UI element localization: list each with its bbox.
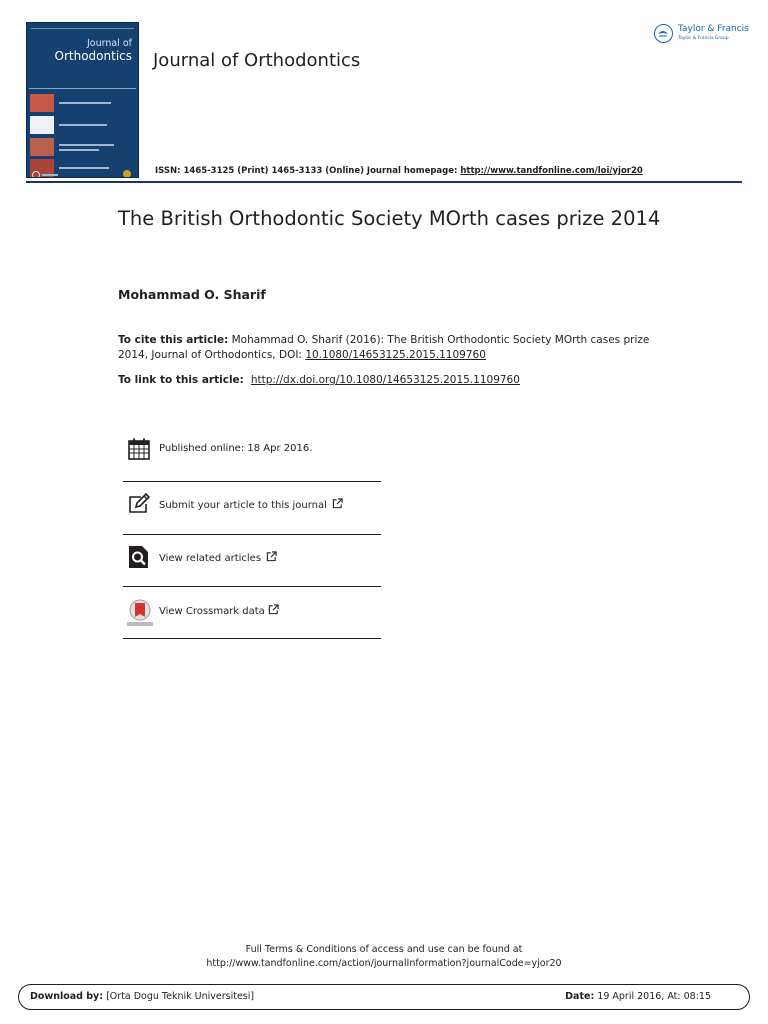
- publisher-logo: [653, 22, 749, 48]
- crossmark-text: View Crossmark data: [159, 606, 265, 617]
- submit-article-label: [159, 498, 343, 512]
- date-value: 19 April 2016, At: 08:15: [594, 991, 711, 1002]
- list-divider: [123, 534, 381, 535]
- download-value: [Orta Dogu Teknik Universitesi]: [103, 991, 255, 1002]
- terms-url[interactable]: http://www.tandfonline.com/action/journalInformation?journalCode=yjor20: [206, 958, 562, 969]
- related-articles-text: View related articles: [159, 553, 262, 564]
- download-date: [565, 991, 711, 1002]
- edit-icon: [127, 492, 151, 516]
- cover-thumbnail: [30, 94, 54, 112]
- crossmark-link[interactable]: [123, 594, 381, 634]
- cover-footer: [31, 165, 134, 172]
- cover-thumbnail: [30, 116, 54, 134]
- cover-text-line: [59, 149, 99, 151]
- cite-text: Mohammad O. Sharif (2016): The British Orthodontic Society MOrth cases prize 2014, Journal of Orthodontics, DOI:: [118, 334, 650, 361]
- external-link-icon: [332, 498, 343, 512]
- cite-doi-link[interactable]: 10.1080/14653125.2015.1109760: [305, 349, 486, 361]
- citation: [118, 333, 658, 363]
- link-label: To link to this article:: [118, 374, 248, 386]
- cover-divider: [29, 88, 136, 89]
- download-info-bar: [18, 984, 750, 1010]
- publisher-subname: Taylor & Francis Group: [678, 36, 729, 41]
- article-doi-link[interactable]: http://dx.doi.org/10.1080/14653125.2015.1109760: [250, 374, 520, 386]
- publisher-logo-icon: [654, 24, 673, 43]
- journal-homepage-link[interactable]: http://www.tandfonline.com/loi/yjor20: [460, 166, 643, 176]
- list-divider: [123, 481, 381, 482]
- terms-notice: [0, 943, 768, 971]
- date-label: Date:: [565, 991, 595, 1002]
- download-by: [30, 991, 254, 1002]
- journal-cover-image: [26, 22, 139, 178]
- list-divider: [123, 586, 381, 587]
- calendar-icon: [127, 437, 151, 461]
- submit-article-text: Submit your article to this journal: [159, 500, 327, 511]
- cover-text-line: [59, 124, 107, 126]
- related-articles-label: [159, 551, 277, 565]
- publisher-name: Taylor & Francis: [678, 24, 749, 34]
- journal-title: Journal of Orthodontics: [153, 50, 361, 71]
- external-link-icon: [268, 604, 279, 618]
- issn-line: [155, 166, 643, 176]
- cover-text-line: [59, 102, 111, 104]
- external-link-icon: [266, 551, 277, 565]
- submit-article-link[interactable]: [123, 488, 381, 528]
- published-online-text: Published online: 18 Apr 2016.: [159, 443, 313, 454]
- header-rule: [26, 181, 742, 183]
- published-online-row: [123, 433, 381, 473]
- cover-top-rule: [31, 28, 134, 32]
- download-label: Download by:: [30, 991, 104, 1002]
- cite-label: To cite this article:: [118, 334, 229, 346]
- cover-journal-of: Journal of: [86, 38, 132, 49]
- list-divider: [123, 638, 381, 639]
- cover-thumbnail: [30, 138, 54, 156]
- article-link-line: [118, 374, 520, 386]
- issn-text: ISSN: 1465-3125 (Print) 1465-3133 (Online) Journal homepage:: [155, 166, 461, 176]
- terms-line: Full Terms & Conditions of access and use can be found at: [245, 944, 523, 955]
- crossmark-label: [159, 604, 279, 618]
- crossmark-icon: [127, 598, 151, 622]
- related-articles-link[interactable]: [123, 541, 381, 581]
- cover-journal-name: Orthodontics: [54, 49, 132, 63]
- article-title: The British Orthodontic Society MOrth cases prize 2014: [118, 207, 661, 230]
- cover-text-line: [59, 144, 114, 146]
- search-document-icon: [127, 545, 151, 569]
- article-author: Mohammad O. Sharif: [118, 287, 266, 302]
